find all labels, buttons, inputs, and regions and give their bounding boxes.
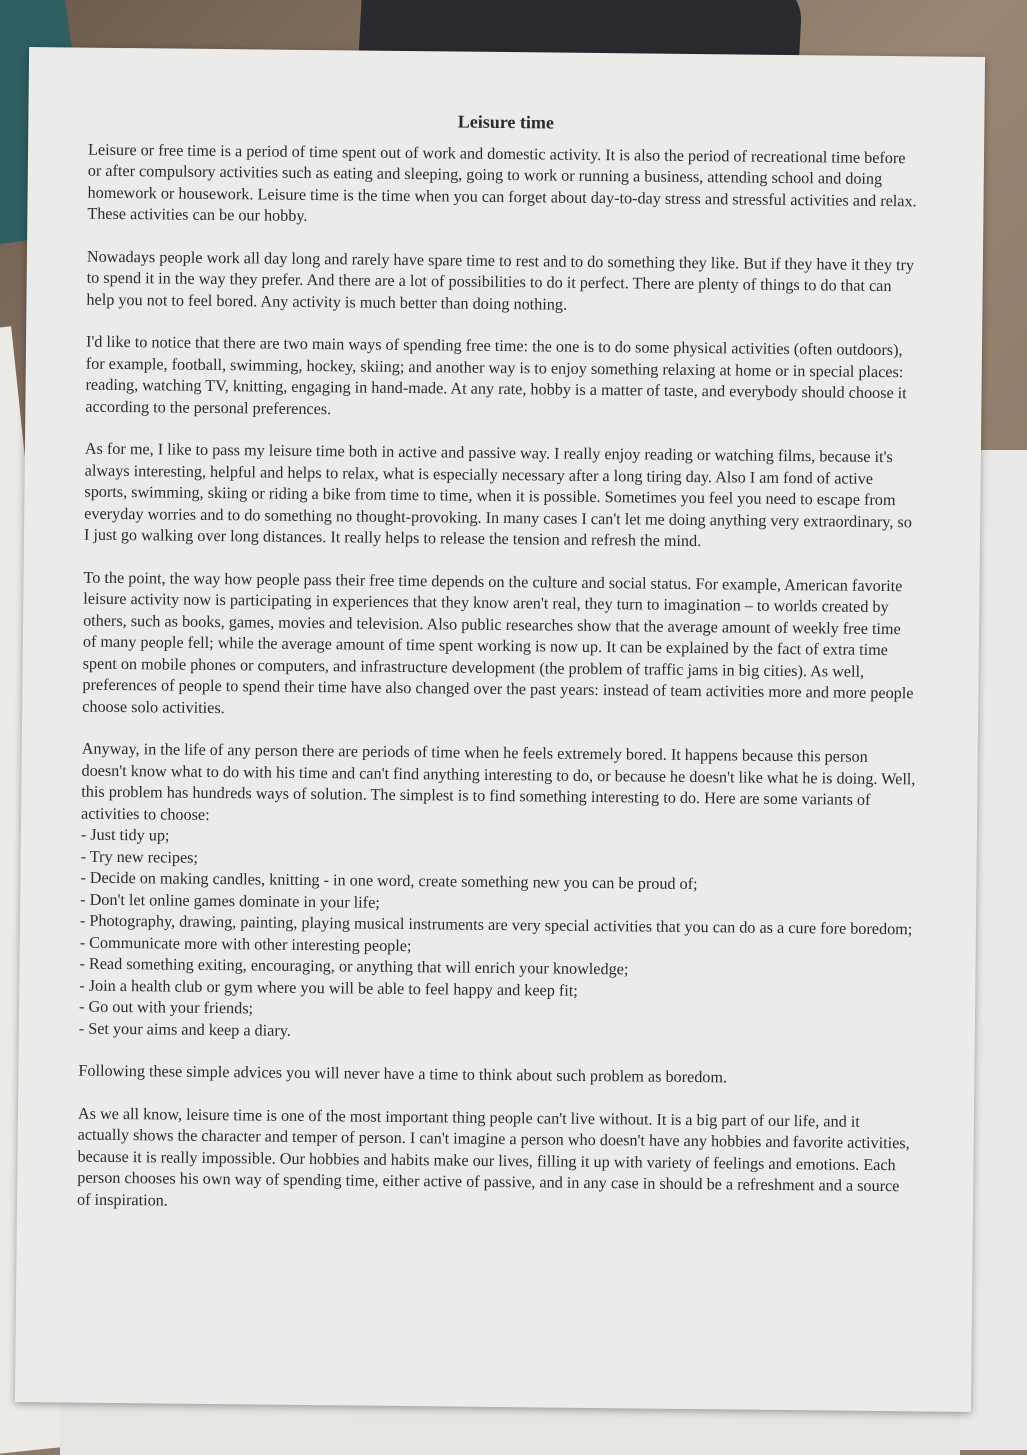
paragraph-1: Leisure or free time is a period of time spent out of work and domestic activity. It is also the period of recreational time before or after compulsory activities such as eating and sleeping, going to work or running a business, attending school and doing homework or housework. Leisure time is the time when you can forget about day-to-day stress and stressful activities and relax. These activities can be our hobby. bbox=[87, 140, 917, 225]
document-title: Leisure time bbox=[457, 111, 555, 133]
paragraph-5: To the point, the way how people pass their free time depends on the culture and social status. For example, American favorite leisure activity now is participating in experiences that they know aren't real, they turn to imagination – to worlds created by others, such as books, games, movies and television. Also public researches show that the average amount of weekly free time of many people fell; while the average amount of time spent working is now up. It can be explained by the fact of extra time spent on mobile phones or computers, and infrastructure development (the problem of traffic jams in big cities). As well, preferences of people to spend their time have also changed over the past years: instead of team activities more and more people choose solo activities. bbox=[82, 568, 914, 717]
list-item: - Set your aims and keep a diary. bbox=[78, 1019, 291, 1040]
closing-paragraph-2: As we all know, leisure time is one of the most important thing people can't live without. It is a big part of our life, and it actually shows the character and temper of person. I can't imagine a person who doesn't have any hobbies and favorite activities, because it is really impossible. Our hobbies and habits make our lives, filling it up with variety of feelings and emotions. Each person chooses his own way of spending time, either active of passive, and in any case in should be a refreshment and a source of inspiration. bbox=[76, 1104, 910, 1210]
paragraph-6: Anyway, in the life of any person there are periods of time when he feels extremely bored. It happens because this person doesn't know what to do with his time and can't find anything interesting to do, or because he doesn't like what he is doing. Well, this problem has hundreds ways of solution. The simplest is to find something interesting to do. Here are some variants of activities to choose: bbox=[81, 739, 916, 824]
paragraph-3: I'd like to notice that there are two main ways of spending free time: the one is to do some physical activities (often outdoors), for example, football, swimming, hockey, skiing; and another way is to enjoy something relaxing at home or in special places: reading, watching TV, knitting, engaging in hand-made. At any rate, hobby is a matter of taste, and everybody should choose it according to the personal preferences. bbox=[85, 332, 907, 418]
list-item: - Photography, drawing, painting, playing musical instruments are very special activities that you can do as a cure fore boredom; bbox=[79, 911, 913, 939]
list-item: - Read something exiting, encouraging, or anything that will enrich your knowledge; bbox=[79, 954, 629, 979]
paragraph-2: Nowadays people work all day long and rarely have spare time to rest and to do something they like. But if they have it they try to spend it in the way they prefer. And there are a lot of possibilities to do it perfect. There are plenty of things to do that can help you not to feel bored. Any activity is much better than doing nothing. bbox=[86, 247, 915, 314]
list-item: - Communicate more with other interesting people; bbox=[79, 933, 412, 955]
list-item: - Don't let online games dominate in your life; bbox=[80, 890, 380, 912]
list-item: - Decide on making candles, knitting - in one word, create something new you can be proud of; bbox=[80, 868, 698, 894]
document-page bbox=[15, 47, 985, 1412]
closing-paragraph-1: Following these simple advices you will never have a time to think about such problem as boredom. bbox=[78, 1061, 728, 1087]
document-content bbox=[77, 108, 924, 1241]
list-item: - Just tidy up; bbox=[80, 825, 170, 845]
list-item: - Go out with your friends; bbox=[78, 997, 254, 1018]
paragraph-4: As for me, I like to pass my leisure time both in active and passive way. I really enjoy reading or watching films, because it's always interesting, helpful and helps to relax, what is especially necessary after a long tiring day. Also I am fond of active sports, swimming, skiing or riding a bike from time to time, when it is possible. Sometimes you feel you need to escape from everyday worries and to do something no thought-provoking. In many cases I can't let me doing anything very extraordinary, so I just go walking over long distances. It really helps to release the tension and refresh the mind. bbox=[83, 439, 912, 551]
activities-list bbox=[79, 825, 916, 1049]
list-item: - Try new recipes; bbox=[80, 847, 199, 867]
list-item: - Join a health club or gym where you will be able to feel happy and keep fit; bbox=[79, 976, 578, 1000]
